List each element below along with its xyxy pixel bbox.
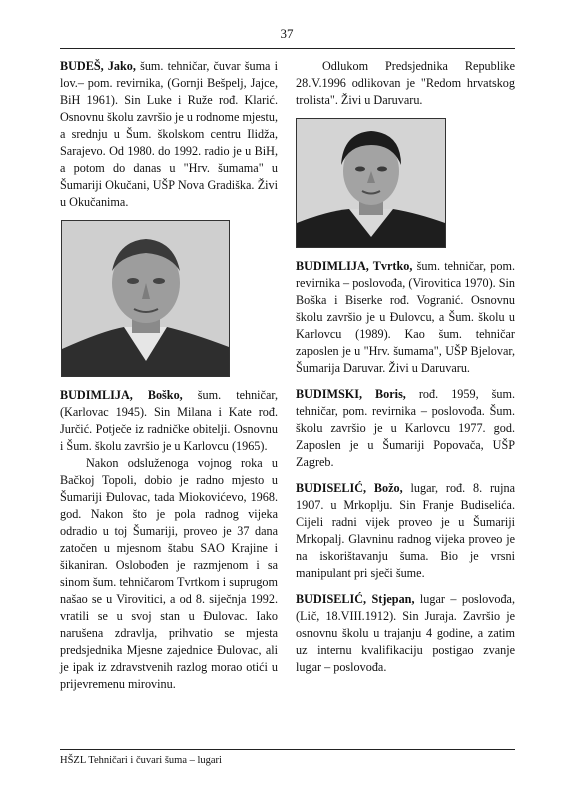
entry-budimski-boris [296,386,515,471]
entry-text: lugar, rođ. 8. rujna 1907. u Mrkoplju. Sin Franje Budiselića. Cijeli radni vijek proveo je u Šumariji Mrkopalj. Glavninu radnog vijeka proveo je na iskorištavanju šuma. Bio je vrsni manipulant pri sječi šume. [296,481,515,580]
entry-budiselic-stjepan [296,591,515,676]
entry-text: lugar – poslovođa, (Lič, 18.VIII.1912). Sin Juraja. Završio je osnovnu školu u trajanju 4 godine, a zatim uz internu kvalifikaciju postigao zvanje lugar – poslovođa. [296,592,515,674]
entry-text: rođ. 1959, šum. tehničar, pom. revirnika – poslovođa. Šum. školu završio je u Karlovcu 1977. god. Zaposlen je u Šumariji Popovača, UŠP Zagreb. [296,387,515,469]
entry-paragraph: Odlukom Predsjednika Republike 28.V.1996 odlikovan je "Redom hrvatskog trolista". Živi u Daruvaru. [296,59,515,107]
right-column [296,58,515,685]
entry-heading: BUDISELIĆ, Božo, [296,481,403,495]
entry-heading: BUDIMLIJA, Tvrtko, [296,259,413,273]
entry-heading: BUDIMLIJA, Boško, [60,388,183,402]
entry-budiselic-bozo [296,480,515,582]
entry-text: šum. tehničar, pom. revirnika – poslovođa, (Virovitica 1970). Sin Boška i Biserke rođ. Vogranić. Osnovnu školu završio je u Đulovcu, a Šum. školu u Karlovcu (1989). Kao šum. tehničar zaposlen je u "Hrv. šumama", UŠP Bjelovar, Šumarija Daruvar. Živi u Daruvaru. [296,259,515,375]
entry-continuation [296,58,515,109]
portrait-photo-tvrtko [296,118,446,248]
entry-budimlija-bosko [60,387,278,693]
entry-heading: BUDEŠ, Jako, [60,59,136,73]
footer-rule [60,749,515,750]
entry-budes-jako [60,58,278,211]
header-rule [60,48,515,49]
entry-heading: BUDIMSKI, Boris, [296,387,406,401]
entry-heading: BUDISELIĆ, Stjepan, [296,592,415,606]
page-number: 37 [280,26,294,41]
entry-text: šum. tehničar, čuvar šuma i lov.– pom. revirnika, (Gornji Bešpelj, Jajce, BiH 1961). Sin Luke i Ruže rođ. Klarić. Osnovnu školu završio je u rodnome mjestu, a srednju u Šum. školskom centru Ilidža, Sarajevo. Od 1980. do 1992. radio je u BiH, a potom do danas u "Hrv. šumama" u Šumariji Okučani, UŠP Nova Gradiška. Živi u Okučanima. [60,59,278,209]
footer-text: HŠZL Tehničari i čuvari šuma – lugari [60,755,222,766]
entry-paragraph: Nakon odsluženoga vojnog roka u Bačkoj Topoli, dobio je radno mjesto u Šumariji Đulovac, tada Miokovićevo, 1968. god. Nakon što je pola radnog vijeka odradio u toj Šumariji, proveo je 37 dana zatočen u mjesnom štabu SAO Krajine i šikaniran. Oslobođen je razmjenom i sa sinom šum. tehničarom Tvrtkom i suprugom našao se u Virovitici, a od 8. siječnja 1992. vratili se u svoj stan u Đulovac. Iako narušena zdravlja, prihvatio se mjesta predsjednika Mjesne zajednice Đulovac, ali je ipak iz zdravstvenih razlog morao otići u prijevremenu mirovinu. [60,456,278,691]
portrait-photo-bosko [61,220,230,377]
entry-text: šum. tehničar, (Karlovac 1945). Sin Milana i Kate rođ. Jurčić. Potječe iz radničke obitelji. Osnovnu i Šum. školu završio je u Karlovcu (1965). [60,388,278,453]
left-column [60,58,278,702]
entry-budimlija-tvrtko [296,258,515,377]
